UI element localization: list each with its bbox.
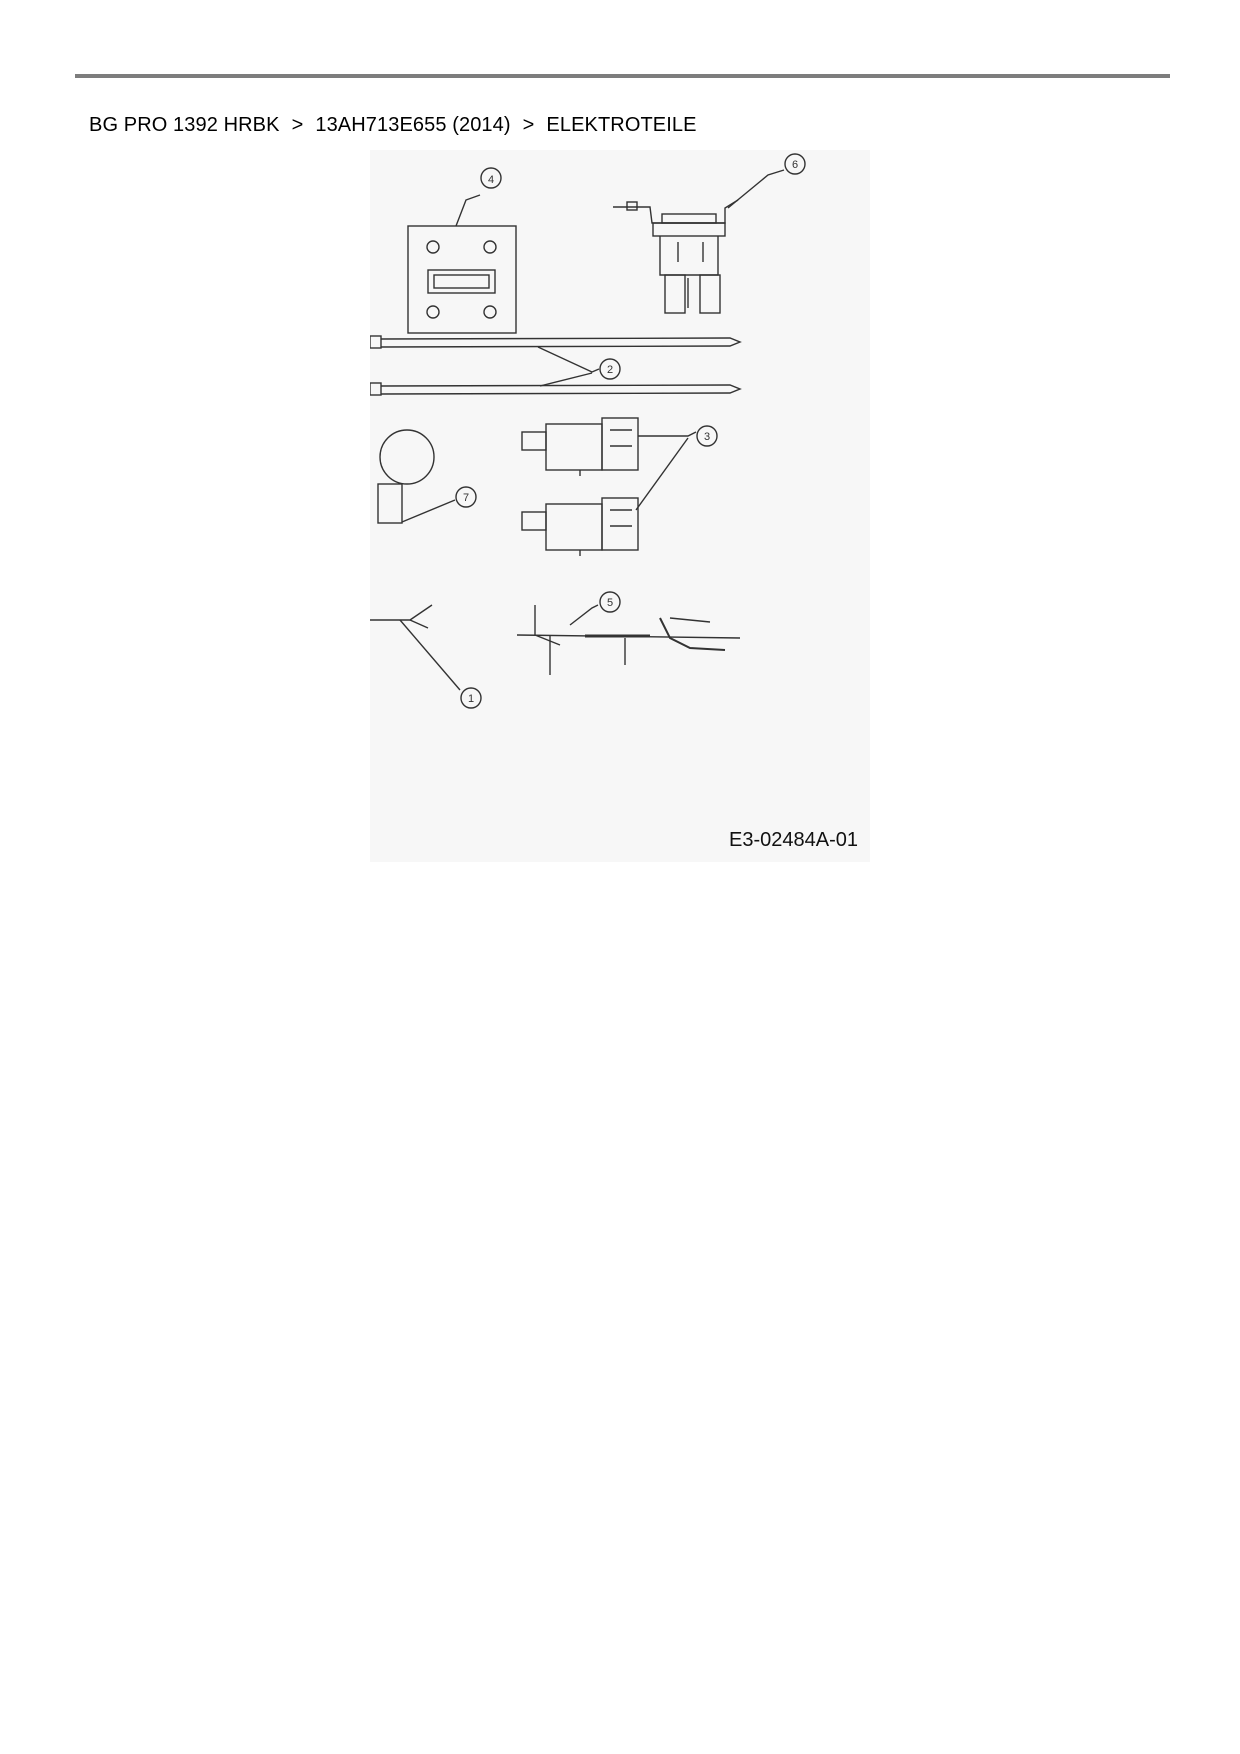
svg-text:2: 2 [606,364,614,376]
svg-text:3: 3 [703,431,711,443]
part-1-harness [370,600,460,718]
part-2-cable-ties [370,336,740,395]
callout-3 [697,426,717,446]
part-7-round-part [378,430,455,523]
svg-text:6: 6 [791,159,799,171]
breadcrumb-separator: > [522,114,535,136]
part-5-harness [517,605,740,675]
breadcrumb-section: ELEKTROTEILE [546,114,697,136]
callout-2 [600,359,620,379]
svg-text:1: 1 [467,693,475,705]
drawing-code: E3-02484A-01 [729,829,858,851]
callout-1 [461,688,481,708]
top-rule [75,74,1170,78]
parts-drawing [370,150,870,862]
part-4-plate [408,195,516,333]
breadcrumb-part-number[interactable]: 13AH713E655 (2014) [315,114,511,136]
breadcrumb-separator: > [291,114,304,136]
svg-text:5: 5 [606,597,614,609]
callout-6 [785,154,805,174]
breadcrumb [89,114,697,137]
callout-4 [481,168,501,188]
part-3-connectors [522,418,696,556]
callout-7 [456,487,476,507]
svg-text:4: 4 [487,174,495,186]
part-6-switch [613,170,784,313]
callout-5 [600,592,620,612]
svg-text:7: 7 [462,492,470,504]
breadcrumb-model[interactable]: BG PRO 1392 HRBK [89,114,280,136]
parts-diagram-svg [370,150,870,862]
